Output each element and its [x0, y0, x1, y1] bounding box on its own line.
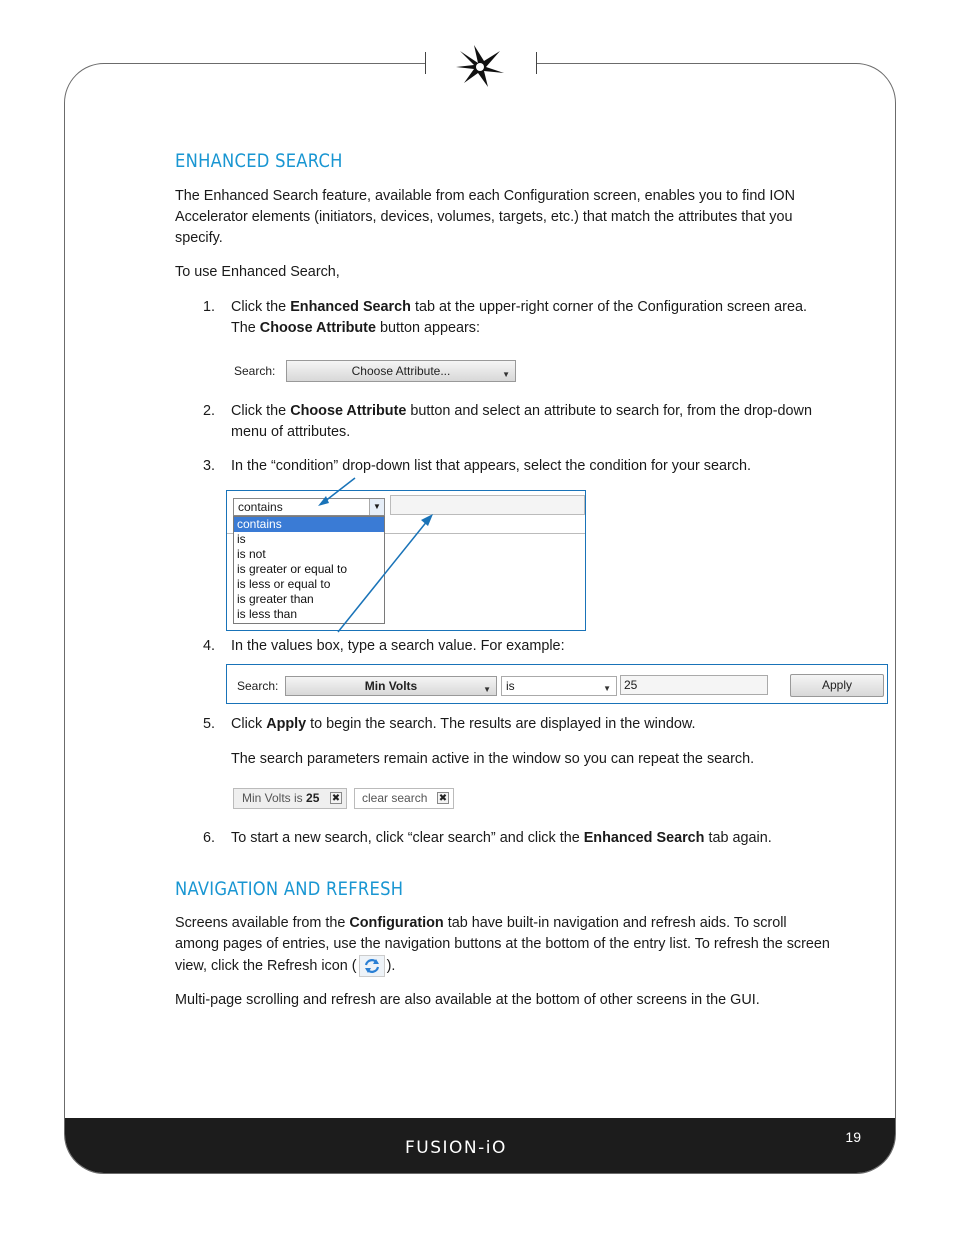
navigation-paragraph	[175, 913, 830, 977]
to-use-paragraph: To use Enhanced Search,	[175, 264, 340, 280]
attribute-button[interactable]	[285, 676, 497, 696]
multipage-paragraph: Multi-page scrolling and refresh are also available at the bottom of other screens in the GUI.	[175, 992, 760, 1008]
svg-text:FUSION-iO: FUSION-iO	[405, 1138, 507, 1158]
page-footer	[65, 1118, 895, 1173]
choose-attribute-button[interactable]	[286, 360, 516, 382]
heading-enhanced-search: ENHANCED SEARCH	[175, 150, 343, 172]
page-number: 19	[845, 1129, 861, 1145]
arrow-head	[421, 514, 433, 526]
option-is-not[interactable]: is not	[237, 547, 266, 561]
text: Click the	[231, 403, 291, 419]
search-label: Search:	[234, 364, 276, 378]
close-icon[interactable]: ✖	[331, 793, 341, 804]
step-number: 1.	[203, 299, 216, 315]
button-label: Min Volts	[364, 679, 418, 693]
divider-right	[536, 52, 537, 74]
step-text	[231, 828, 826, 849]
option-contains[interactable]: contains	[234, 517, 384, 532]
option-lt[interactable]: is less than	[237, 607, 298, 621]
chevron-down-icon: ▼	[603, 684, 611, 693]
chevron-down-icon: ▼	[502, 370, 510, 379]
text: tab have built-in navigation and refresh aids. To scroll among pages of entries, use the navigation buttons at the bottom of the entry list. To refresh the screen view, click the Refresh icon (	[175, 915, 830, 974]
value-input[interactable]: 25	[620, 675, 768, 695]
button-label: Choose Attribute...	[351, 364, 451, 378]
text: tab again.	[704, 830, 772, 846]
tag-text: Min Volts is	[242, 791, 307, 805]
search-label: Search:	[237, 679, 279, 693]
step-5-note: The search parameters remain active in the window so you can repeat the search.	[231, 751, 755, 767]
star-logo-icon	[454, 43, 506, 89]
step-number: 2.	[203, 403, 216, 419]
apply-button[interactable]: Apply	[790, 674, 884, 697]
step-number: 5.	[203, 716, 216, 732]
option-gt[interactable]: is greater than	[237, 592, 314, 606]
step-text: In the values box, type a search value. For example:	[231, 638, 565, 654]
bold-text: Enhanced Search	[290, 299, 411, 315]
clear-search-tag[interactable]	[354, 788, 454, 809]
arrow-line	[324, 478, 355, 502]
option-gte[interactable]: is greater or equal to	[237, 562, 348, 576]
search-row-screenshot	[226, 664, 888, 704]
divider-left	[425, 52, 426, 74]
text: Screens available from the	[175, 915, 350, 931]
callout-arrows	[300, 470, 460, 640]
text: tab at the upper-right corner of the Configuration screen area. The	[231, 299, 807, 336]
step-number: 4.	[203, 638, 216, 654]
text: Click the	[231, 299, 291, 315]
close-icon[interactable]: ✖	[438, 793, 448, 804]
chevron-down-icon: ▼	[483, 685, 491, 694]
arrow-line	[338, 520, 428, 632]
text: button and select an attribute to search for, from the drop-down menu of attributes.	[231, 403, 812, 440]
step-number: 3.	[203, 458, 216, 474]
refresh-icon[interactable]	[359, 955, 385, 977]
tag-value: 25	[306, 791, 320, 805]
text: button appears:	[375, 320, 480, 336]
intro-paragraph: The Enhanced Search feature, available from each Configuration screen, enables you to find ION Accelerator elements (initiators, devices, volumes, targets, etc.) that match the attributes that you specify.	[175, 188, 795, 246]
selected-value: contains	[238, 500, 283, 514]
step-text: In the “condition” drop-down list that appears, select the condition for your search.	[231, 458, 751, 474]
step-text	[231, 714, 826, 735]
text: ).	[386, 957, 396, 974]
text: to begin the search. The results are displayed in the window.	[306, 716, 696, 732]
bold-text: Choose Attribute	[259, 320, 376, 336]
step-number: 6.	[203, 830, 216, 846]
step-text	[231, 401, 826, 443]
bold-text: Configuration	[349, 915, 444, 931]
bold-text: Apply	[266, 716, 307, 732]
step-text	[231, 297, 826, 339]
fusion-io-logo	[405, 1136, 555, 1158]
chevron-down-icon[interactable]: ▼	[369, 499, 384, 515]
bold-text: Enhanced Search	[583, 830, 705, 846]
option-is[interactable]: is	[237, 532, 246, 546]
bold-text: Choose Attribute	[290, 403, 407, 419]
condition-select[interactable]	[501, 676, 617, 696]
arrow-head	[318, 496, 329, 506]
tag-text: clear search	[362, 791, 428, 805]
text: Click	[231, 716, 267, 732]
option-lte[interactable]: is less or equal to	[237, 577, 331, 591]
text: To start a new search, click “clear search” and click the	[231, 830, 584, 846]
heading-navigation-refresh: NAVIGATION AND REFRESH	[175, 878, 404, 900]
selected-value: is	[506, 679, 515, 693]
active-search-tag	[233, 788, 347, 809]
